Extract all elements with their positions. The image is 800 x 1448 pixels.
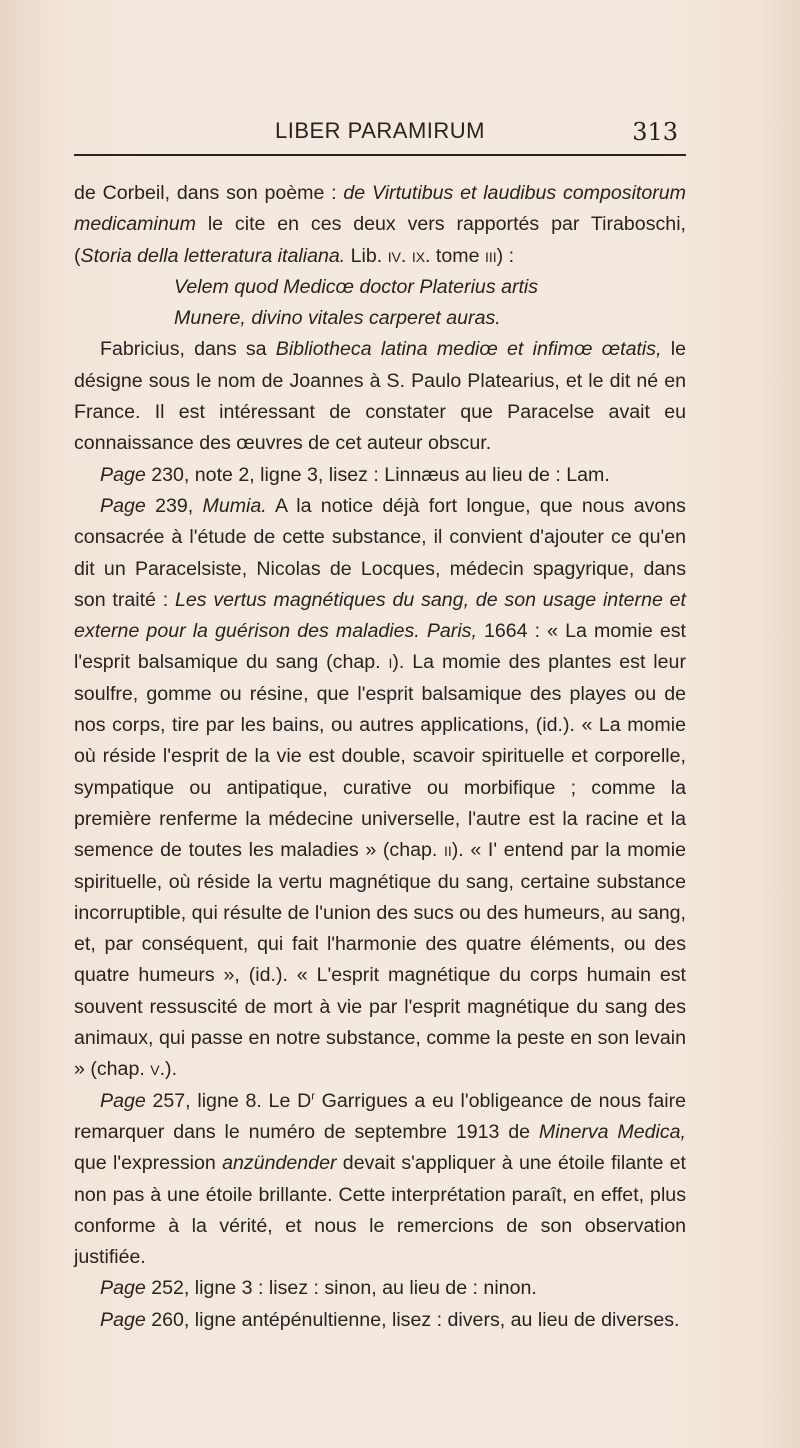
work-title: Les vertus magnétiques du sang, de son usage interne et externe pour la guérison des maladies. Paris, [74, 588, 686, 643]
text-span: Lib. [345, 244, 388, 267]
text-span: le désigne sous le nom de Joannes à S. Paulo Platearius, et le dit né en France. Il est intéressant de constater que Paracelse avait eu connaissance des œuvres de cet auteur obscur. [74, 338, 686, 455]
text-span: 257, ligne 8. Le D [145, 1089, 312, 1112]
roman-numeral: iii [484, 244, 497, 267]
paragraph-page-252 [74, 1273, 686, 1304]
text-span: 239, [145, 494, 203, 517]
paragraph-corbeil [74, 178, 686, 272]
text-span: Garrigues a eu l'obligeance de nous faire remarquer dans le numéro de septembre 1913 de [74, 1089, 686, 1143]
text-span: devait s'appliquer à une étoile filante et non pas à une étoile brillante. Cette interprétation paraît, en effet, plus conforme à la vérité, et nous le remercions de son observation justifiée. [74, 1152, 686, 1269]
text-span: ). « I' entend par la momie spirituelle, où réside la vertu magnétique du sang, certaine substance incorruptible, qui résulte de l'union des sucs ou des humeurs, au sang, et, par conséquent, qui fait l'harmonie des quatre éléments, ou des quatre humeurs », (id.). « L'esprit magnétique du corps humain est souvent ressuscité de mort à vie par l'esprit magnétique du sang des animaux, qui passe en notre substance, comme la peste en son levain » (chap. [74, 839, 686, 1081]
work-title: Storia della letteratura italiana. [80, 244, 346, 267]
page-number: 313 [632, 118, 678, 146]
text-span: que l'expression [74, 1152, 223, 1175]
verse-line-2: Munere, divino vitales carperet auras. [174, 307, 501, 330]
text-span: 1664 : « La momie est l'esprit balsamique du sang (chap. [74, 620, 686, 674]
text-span: 252, ligne 3 : lisez : sinon, au lieu de : ninon. [145, 1277, 537, 1300]
text-span: ). La momie des plantes est leur soulfre, gomme ou résine, que l'esprit balsamique des playes ou de nos corps, tire par les bains, ou autres applications, (id.). « La momie où réside l'esprit de la vie est double, scavoir spirituelle et corporelle, sympatique ou antipatique, curative ou morbifique ; comme la première renferme la médecine universelle, l'autre est la racine et la semence de toutes les maladies » (chap. [74, 651, 686, 862]
text-span: ). [165, 1058, 178, 1081]
paragraph-fabricius [74, 334, 686, 459]
paragraph-page-260 [74, 1305, 686, 1336]
roman-numeral: i [388, 651, 393, 674]
roman-numeral: ii [444, 839, 452, 862]
paragraph-page-239 [74, 491, 686, 1086]
page-label: Page [100, 463, 146, 486]
work-title: Minerva Medica, [538, 1120, 686, 1143]
paragraph-page-257 [74, 1086, 686, 1274]
text-span: tome [430, 244, 485, 267]
verse-line-1: Velem quod Medicœ doctor Platerius artis [174, 275, 539, 298]
roman-numeral: iv. [387, 244, 407, 267]
term: Mumia. [202, 494, 267, 517]
running-title: LIBER PARAMIRUM [274, 118, 485, 143]
paragraph-page-230 [74, 460, 686, 491]
text-span: ) : [496, 244, 515, 267]
roman-numeral: v. [150, 1058, 166, 1081]
text-span: Fabricius, dans sa [100, 338, 276, 361]
text-span: le cite en ces deux vers rapportés par Tiraboschi, ( [74, 213, 686, 267]
text-span: 230, note 2, ligne 3, lisez : Linnæus au lieu de : Lam. [145, 463, 610, 486]
text-span: A la notice déjà fort longue, que nous avons consacrée à l'étude de cette substance, il convient d'ajouter ce qu'en dit un Paracelsiste, Nicolas de Locques, médecin spagyrique, dans son traité : [74, 494, 686, 611]
term: anzündender [222, 1152, 337, 1175]
roman-numeral: ix. [411, 244, 431, 267]
header-rule [74, 154, 686, 156]
text-span: 260, ligne antépénultienne, lisez : divers, au lieu de diverses. [145, 1308, 680, 1331]
page-header [74, 112, 686, 152]
work-title: Bibliotheca latina mediœ et infimœ œtatis, [275, 338, 662, 361]
page-label: Page [100, 1308, 146, 1331]
body-text [74, 178, 686, 1336]
superscript: r [311, 1090, 315, 1103]
work-title: de Virtutibus et laudibus compositorum medicaminum [74, 182, 687, 236]
page-label: Page [100, 1089, 146, 1112]
page-label: Page [100, 494, 146, 517]
text-span: de Corbeil, dans son poème : [74, 182, 344, 204]
page-label: Page [100, 1277, 146, 1300]
